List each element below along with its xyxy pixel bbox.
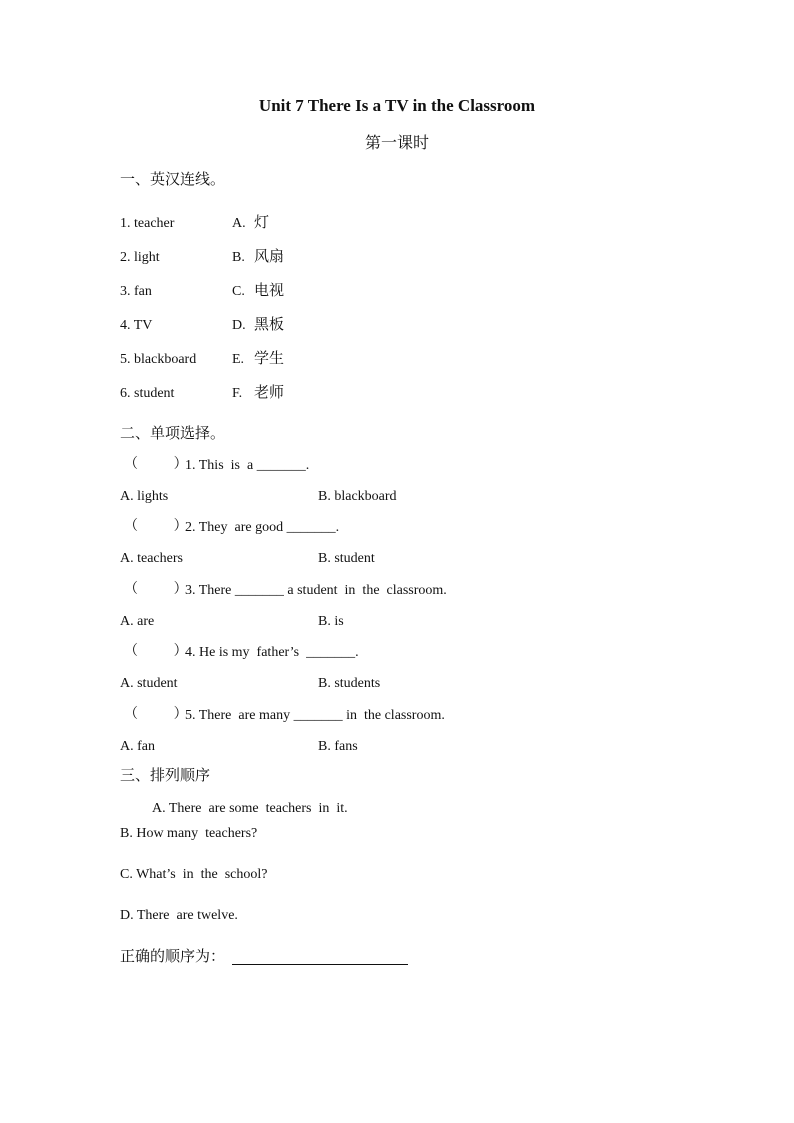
q5-option-b: B. fans [318,739,358,754]
order-item-d: D. There are twelve. [120,908,238,923]
q5-stem [185,709,445,723]
match-left-6: 6. student [120,386,175,401]
q4-blank: _______ [306,645,356,660]
page-title: Unit 7 There Is a TV in the Classroom [258,96,536,115]
match-left-1: 1. teacher [120,216,175,231]
q1-stem-pre: 1. This is a [185,458,257,473]
answer-blank-line[interactable] [232,963,408,965]
q2-stem [185,521,339,535]
section1-heading: 一、英汉连线。 [120,170,226,188]
q5-answer-paren[interactable]: （ ） [124,706,188,722]
lesson-subtitle: 第一课时 [364,133,429,152]
q4-option-a: A. student [120,676,178,691]
q2-blank: _______ [286,520,336,535]
q5-stem-post: in the classroom. [342,708,445,723]
q5-option-a: A. fan [120,739,155,754]
q2-option-a: A. teachers [120,551,183,566]
q1-stem-post: . [305,458,310,473]
match-right-word-c: 电视 [254,281,285,299]
q3-stem-post: a student in the classroom. [283,583,447,598]
q4-stem-pre: 4. He is my father’s [185,645,307,660]
q1-option-a: A. lights [120,489,169,504]
match-right-letter-b: B. [232,250,245,265]
match-right-word-e: 学生 [254,349,285,367]
q1-blank: _______ [256,458,306,473]
q2-answer-paren[interactable]: （ ） [124,518,188,534]
q3-stem [185,584,447,598]
q3-answer-paren[interactable]: （ ） [124,581,188,597]
q3-stem-pre: 3. There [185,583,235,598]
match-left-5: 5. blackboard [120,352,197,367]
order-item-b: B. How many teachers? [120,826,258,841]
q1-answer-paren[interactable]: （ ） [124,456,188,472]
q3-blank: _______ [234,583,284,598]
q2-option-b: B. student [318,551,375,566]
q1-stem [185,459,309,473]
q5-stem-pre: 5. There are many [185,708,294,723]
match-left-2: 2. light [120,250,160,265]
match-right-word-a: 灯 [254,213,270,231]
section3-heading: 三、排列顺序 [120,766,211,784]
answer-label: 正确的顺序为： [120,947,226,965]
q4-option-b: B. students [318,676,381,691]
q1-option-b: B. blackboard [318,489,397,504]
q4-answer-paren[interactable]: （ ） [124,643,188,659]
match-right-word-f: 老师 [254,383,285,401]
q2-stem-post: . [335,520,340,535]
q3-option-a: A. are [120,614,155,629]
match-right-letter-a: A. [232,216,246,231]
q5-blank: _______ [293,708,343,723]
section2-heading: 二、单项选择。 [120,424,226,442]
match-right-letter-f: F. [232,386,243,401]
q4-stem [185,646,359,660]
match-right-letter-d: D. [232,318,246,333]
order-item-a: A. There are some teachers in it. [152,801,348,816]
order-item-c: C. What’s in the school? [120,867,268,882]
match-right-letter-e: E. [232,352,245,367]
match-left-4: 4. TV [120,318,153,333]
q4-stem-post: . [355,645,359,660]
match-right-word-d: 黑板 [254,315,285,333]
q2-stem-pre: 2. They are good [185,520,287,535]
q3-option-b: B. is [318,614,344,629]
match-right-letter-c: C. [232,284,245,299]
match-left-3: 3. fan [120,284,152,299]
match-right-word-b: 风扇 [254,247,285,265]
